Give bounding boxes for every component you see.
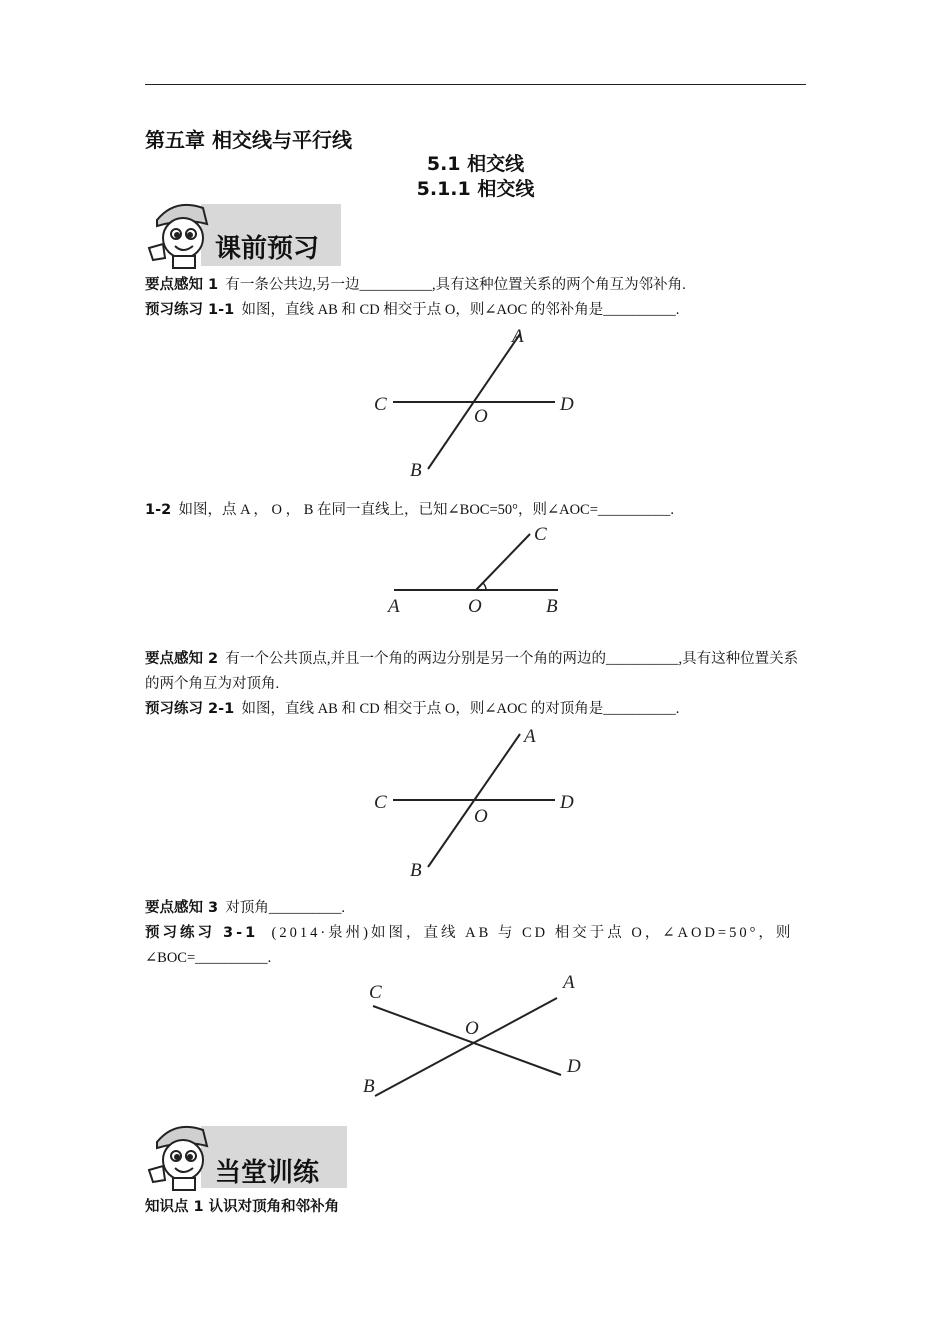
exercise-3-1 <box>145 921 806 946</box>
fig4-label-A: A <box>563 972 575 993</box>
fig1-label-O: O <box>474 406 488 427</box>
exercise-2-1-label: 预习练习 2-1 <box>145 701 235 717</box>
knowledge-point-1 <box>145 1195 806 1220</box>
exercise-1-1 <box>145 298 806 323</box>
chapter-title: 第五章 相交线与平行线 <box>145 128 352 152</box>
header-rule <box>145 84 806 85</box>
key-point-1-label: 要点感知 1 <box>145 277 219 293</box>
key-point-1-text: 有一条公共边,另一边__________,具有这种位置关系的两个角互为邻补角. <box>225 277 686 293</box>
key-point-3-text: 对顶角__________. <box>225 900 346 916</box>
figure-1-intersecting-lines <box>360 322 600 482</box>
preview-banner-label: 课前预习 <box>215 234 320 264</box>
fig2-label-B: B <box>546 596 558 617</box>
key-point-1 <box>145 273 806 298</box>
key-point-2 <box>145 647 806 697</box>
exercise-1-1-text: 如图，直线 AB 和 CD 相交于点 O，则∠AOC 的邻补角是__________. <box>241 302 680 318</box>
exercise-1-1-label: 预习练习 1-1 <box>145 302 235 318</box>
figure-3-intersecting-lines <box>360 722 600 882</box>
class-practice-banner-label: 当堂训练 <box>215 1158 320 1188</box>
exercise-3-1-text: (2014·泉州)如图，直线 AB 与 CD 相交于点 O，∠AOD=50°，则 <box>271 925 794 941</box>
fig4-label-B: B <box>363 1076 375 1097</box>
class-practice-banner <box>145 1120 350 1192</box>
section-title: 5.1 相交线 <box>426 153 525 175</box>
fig3-label-C: C <box>374 792 387 813</box>
key-point-2-text: 有一个公共顶点,并且一个角的两边分别是另一个角的两边的__________,具有这种位置关系的两个角互为对顶角. <box>145 651 799 692</box>
figure-2-angle-on-line <box>380 520 580 620</box>
fig3-label-A: A <box>524 726 536 747</box>
fig1-label-C: C <box>374 394 387 415</box>
exercise-1-2-text: 如图，点 A ， O ， B 在同一直线上，已知∠BOC=50°，则∠AOC=__________. <box>178 502 675 518</box>
fig3-label-D: D <box>560 792 574 813</box>
figure-4-crossing-lines <box>355 968 595 1103</box>
fig4-label-O: O <box>465 1018 479 1039</box>
fig2-label-A: A <box>388 596 400 617</box>
exercise-2-1 <box>145 697 806 722</box>
key-point-3 <box>145 896 806 921</box>
subsection-title: 5.1.1 相交线 <box>416 178 535 200</box>
fig1-label-B: B <box>410 460 422 481</box>
fig3-label-O: O <box>474 806 488 827</box>
fig2-label-C: C <box>534 524 547 545</box>
fig4-label-D: D <box>567 1056 581 1077</box>
fig1-label-D: D <box>560 394 574 415</box>
exercise-3-1-label: 预习练习 3-1 <box>145 925 259 941</box>
fig4-label-C: C <box>369 982 382 1003</box>
exercise-3-1-text-2: ∠BOC=__________. <box>145 950 272 966</box>
fig2-label-O: O <box>468 596 482 617</box>
key-point-2-label: 要点感知 2 <box>145 651 219 667</box>
knowledge-point-1-title: 知识点 1 认识对顶角和邻补角 <box>145 1199 340 1215</box>
key-point-3-label: 要点感知 3 <box>145 900 219 916</box>
fig3-label-B: B <box>410 860 422 881</box>
fig1-label-A: A <box>512 326 524 347</box>
exercise-1-2-label: 1-2 <box>145 502 172 518</box>
preview-banner <box>145 198 345 270</box>
exercise-2-1-text: 如图，直线 AB 和 CD 相交于点 O，则∠AOC 的对顶角是__________. <box>241 701 680 717</box>
